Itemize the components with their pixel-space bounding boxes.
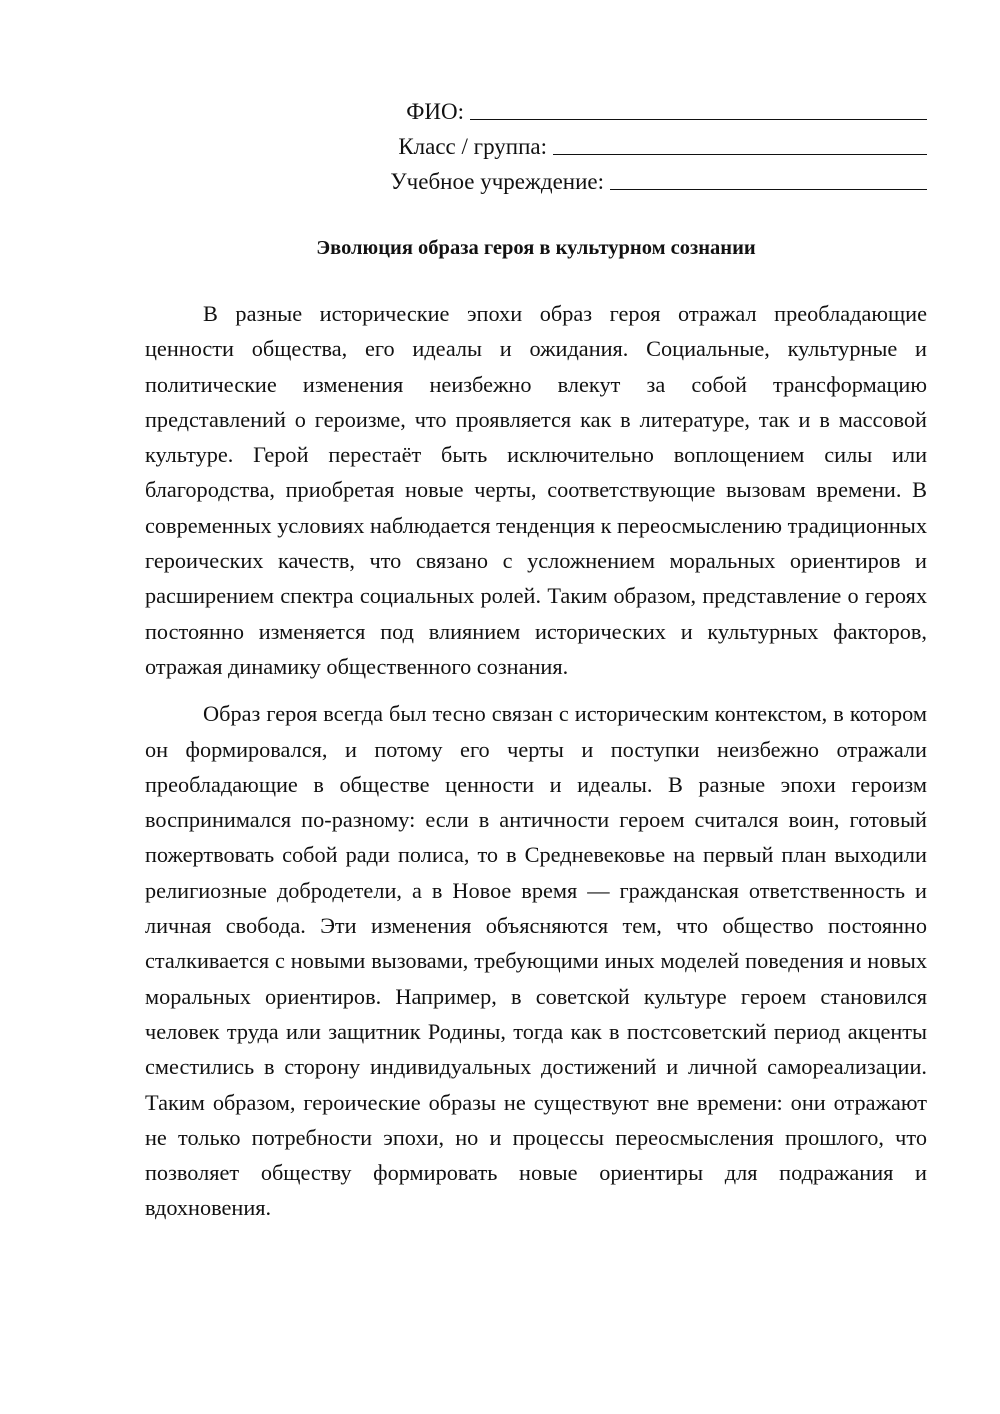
name-field-label: ФИО: <box>406 99 464 124</box>
institution-field-blank-line[interactable] <box>610 189 927 190</box>
document-title: Эволюция образа героя в культурном сознании <box>316 237 756 259</box>
class-group-field-blank-line[interactable] <box>553 154 927 155</box>
class-group-field-row <box>327 127 927 162</box>
student-info-block <box>327 92 927 197</box>
paragraph-2: Образ героя всегда был тесно связан с историческим контекстом, в котором он формировался, и потому его черты и поступки неизбежно отражали преобладающие в обществе ценности и идеалы. В разные эпохи героизм воспринимался по-разному: если в античности героем считался воин, готовый пожертвовать собой ради полиса, то в Средневековье на первый план выходили религиозные добродетели, а в Новое время — гражданская ответственность и личная свобода. Эти изменения объясняются тем, что общество постоянно сталкивается с новыми вызовами, требующими иных моделей поведения и новых моральных ориентиров. Например, в советской культуре героем становился человек труда или защитник Родины, тогда как в постсоветский период акценты сместились в сторону индивидуальных достижений и личной самореализации. Таким образом, героические образы не существуют вне времени: они отражают не только потребности эпохи, но и процессы переосмысления прошлого, что позволяет обществу формировать новые ориентиры для подражания и вдохновения. <box>145 701 927 1221</box>
institution-field-row <box>327 162 927 197</box>
institution-field-label: Учебное учреждение: <box>390 169 604 194</box>
name-field-blank-line[interactable] <box>470 119 927 120</box>
class-group-field-label: Класс / группа: <box>398 134 547 159</box>
name-field-row <box>327 92 927 127</box>
paragraph-1: В разные исторические эпохи образ героя отражал преобладающие ценности общества, его идеалы и ожидания. Социальные, культурные и политические изменения неизбежно влекут за собой трансформацию представлений о героизме, что проявляется как в литературе, так и в массовой культуре. Герой перестаёт быть исключительно воплощением силы или благородства, приобретая новые черты, соответствующие вызовам времени. В современных условиях наблюдается тенденция к переосмыслению традиционных героических качеств, что связано с усложнением моральных ориентиров и расширением спектра социальных ролей. Таким образом, представление о героях постоянно изменяется под влиянием исторических и культурных факторов, отражая динамику общественного сознания. <box>145 301 927 679</box>
document-body <box>145 296 927 1238</box>
